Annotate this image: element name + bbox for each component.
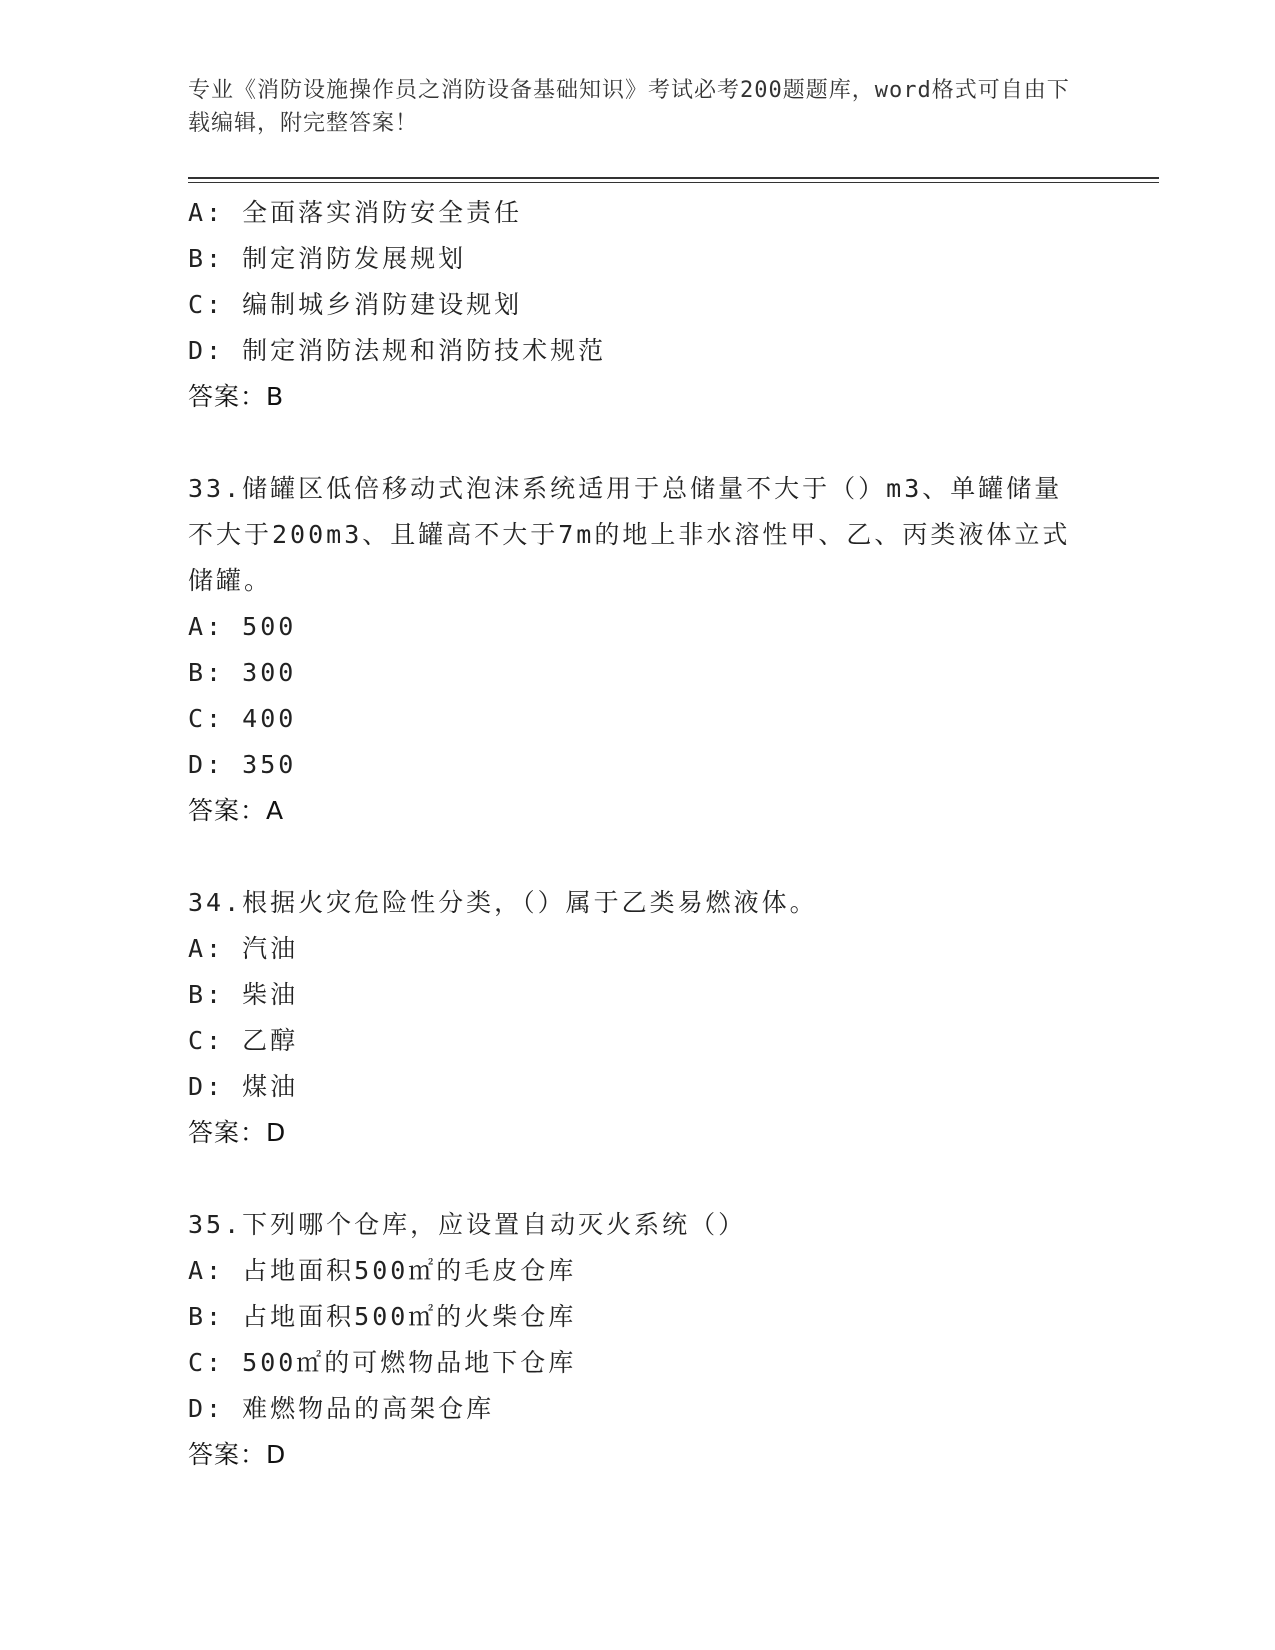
question-34 [188,880,1088,1156]
option-b: B: 制定消防发展规划 [188,244,467,273]
option-a: A: 占地面积500㎡的毛皮仓库 [188,1256,577,1285]
question-stem: 35.下列哪个仓库，应设置自动灭火系统（） [188,1210,747,1239]
answer-label: 答案：D [188,1440,287,1469]
option-d: D: 煤油 [188,1072,299,1101]
header-divider [188,177,1159,179]
option-a: A: 汽油 [188,934,299,963]
option-c: C: 编制城乡消防建设规划 [188,290,523,319]
option-a: A: 500 [188,612,297,641]
option-a: A: 全面落实消防安全责任 [188,198,523,227]
option-d: D: 350 [188,750,297,779]
option-b: B: 300 [188,658,297,687]
answer-label: 答案：A [188,796,285,825]
option-c: C: 乙醇 [188,1026,299,1055]
question-35 [188,1202,1088,1478]
answer-label: 答案：B [188,382,285,411]
option-b: B: 柴油 [188,980,299,1009]
spacer [188,834,1088,880]
question-content [188,190,1088,1478]
option-b: B: 占地面积500㎡的火柴仓库 [188,1302,577,1331]
spacer [188,1156,1088,1202]
header-divider-thin [188,182,1159,183]
option-c: C: 400 [188,704,297,733]
question-33 [188,466,1088,834]
answer-label: 答案：D [188,1118,287,1147]
option-d: D: 难燃物品的高架仓库 [188,1394,495,1423]
question-stem: 34.根据火灾危险性分类，（）属于乙类易燃液体。 [188,888,818,917]
option-d: D: 制定消防法规和消防技术规范 [188,336,607,365]
option-c: C: 500㎡的可燃物品地下仓库 [188,1348,577,1377]
document-header: 专业《消防设施操作员之消防设备基础知识》考试必考200题题库，word格式可自由下载编辑，附完整答案！ [188,78,1070,136]
question-stem: 33.储罐区低倍移动式泡沫系统适用于总储量不大于（）m3、单罐储量不大于200m3、且罐高不大于7m的地上非水溶性甲、乙、丙类液体立式储罐。 [188,474,1071,595]
question-32-continued [188,190,1088,420]
spacer [188,420,1088,466]
